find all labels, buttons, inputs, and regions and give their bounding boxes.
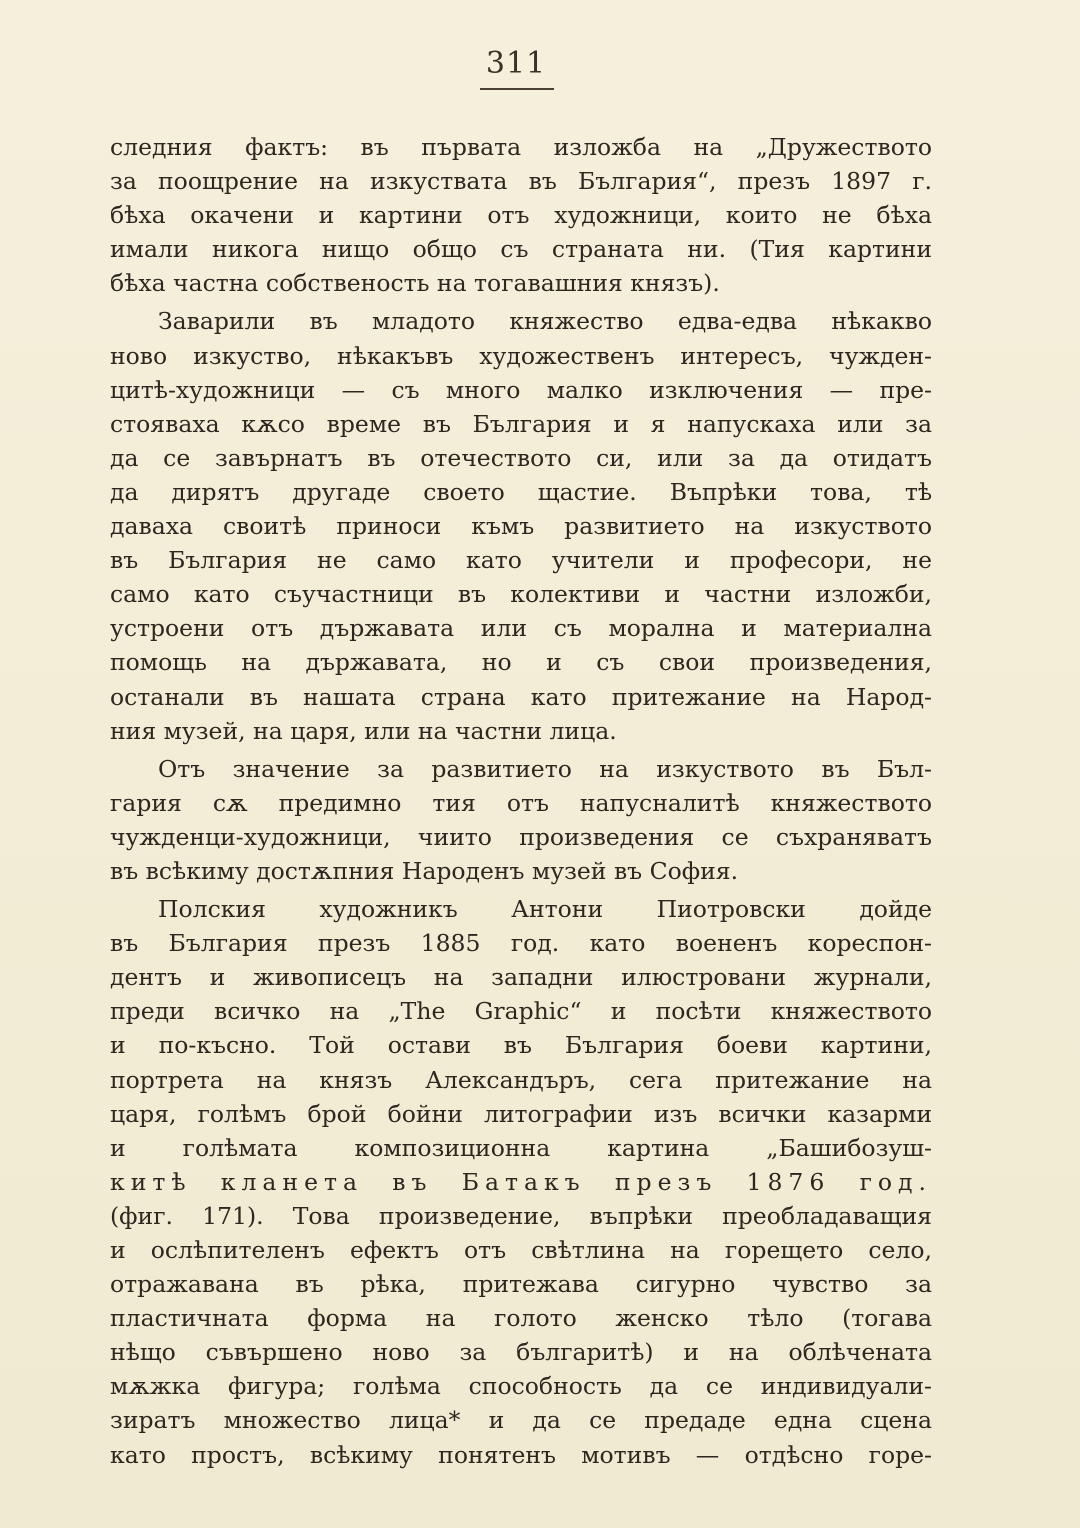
text-line: въ всѣкиму достѫпния Народенъ музей въ София. xyxy=(110,856,739,885)
text-line: да дирятъ другаде своето щастие. Въпрѣки това, тѣ xyxy=(110,477,932,506)
text-line: Полския художникъ Антони Пиотровски дойде xyxy=(158,895,932,924)
page-number-rule xyxy=(480,88,554,90)
text-line: царя, голѣмъ брой бойни литографии изъ всички казарми xyxy=(110,1099,932,1128)
text-line: Отъ значение за развитието на изкуството въ Бъл- xyxy=(158,754,932,783)
text-line: и ослѣпителенъ ефектъ отъ свѣтлина на горещето село, xyxy=(110,1236,932,1264)
text-line: да се завърнатъ въ отечеството си, или за да отидатъ xyxy=(110,443,932,472)
text-line: и голѣмата композиционна картина „Башибозуш- xyxy=(110,1133,932,1162)
text-line: останали въ нашата страна като притежание на Народ- xyxy=(110,682,932,711)
text-line: портрета на князъ Александъръ, сега притежание на xyxy=(110,1065,932,1094)
text-line: китѣ кланета въ Батакъ презъ 1876 год. xyxy=(110,1167,932,1196)
text-line: чужденци-художници, чиито произведения се съхраняватъ xyxy=(110,822,932,851)
text-line: гария сѫ предимно тия отъ напусналитѣ княжеството xyxy=(110,788,932,817)
text-line: дентъ и живописецъ на западни илюстровани журнали, xyxy=(110,963,932,992)
text-line: бѣха частна собственость на тогавашния князъ). xyxy=(110,269,720,298)
text-line: мѫжка фигура; голѣма способность да се индивидуали- xyxy=(110,1372,932,1401)
text-line: Заварили въ младото княжество едва-едва нѣкакво xyxy=(158,307,932,336)
text-line: бѣха окачени и картини отъ художници, които не бѣха xyxy=(110,201,932,230)
text-line: пластичната форма на голото женско тѣло (тогава xyxy=(110,1304,932,1333)
text-line: въ България презъ 1885 год. като воененъ кореспон- xyxy=(110,929,932,958)
text-line: преди всичко на „The Graphic“ и посѣти княжеството xyxy=(110,997,932,1026)
text-line: даваха своитѣ приноси къмъ развитието на изкуството xyxy=(110,512,932,541)
text-line: ново изкуство, нѣкакъвъ художественъ интересъ, чужден- xyxy=(110,341,932,370)
text-line: нѣщо съвършено ново за българитѣ) и на облѣчената xyxy=(110,1338,932,1367)
text-line: отражавана въ рѣка, притежава сигурно чувство за xyxy=(110,1270,932,1299)
text-line: ния музей, на царя, или на частни лица. xyxy=(110,716,617,745)
text-line: зиратъ множество лица* и да се предаде една сцена xyxy=(110,1406,932,1435)
text-line: помощь на държавата, но и съ свои произведения, xyxy=(110,648,932,677)
page-number: 311 xyxy=(485,46,547,81)
text-line: само като съучастници въ колективи и частни изложби, xyxy=(110,580,932,609)
text-line: стояваха кѫсо време въ България и я напускаха или за xyxy=(110,409,932,438)
text-line: (фиг. 171). Това произведение, въпрѣки преобладаващия xyxy=(110,1201,932,1230)
text-line: цитѣ-художници — съ много малко изключения — пре- xyxy=(110,375,932,404)
text-line: въ България не само като учители и професори, не xyxy=(110,546,932,575)
text-line: за поощрение на изкуствата въ България“, презъ 1897 г. xyxy=(110,167,932,196)
text-line: и по-късно. Той остави въ България боеви картини, xyxy=(110,1031,932,1060)
text-line: следния фактъ: въ първата изложба на „Дружеството xyxy=(110,133,932,161)
text-line: като простъ, всѣкиму понятенъ мотивъ — отдѣсно горе- xyxy=(110,1440,932,1469)
text-line: имали никога нищо общо съ страната ни. (Тия картини xyxy=(110,235,932,264)
text-line: устроени отъ държавата или съ морална и материална xyxy=(110,614,932,643)
body-text xyxy=(110,130,932,1472)
